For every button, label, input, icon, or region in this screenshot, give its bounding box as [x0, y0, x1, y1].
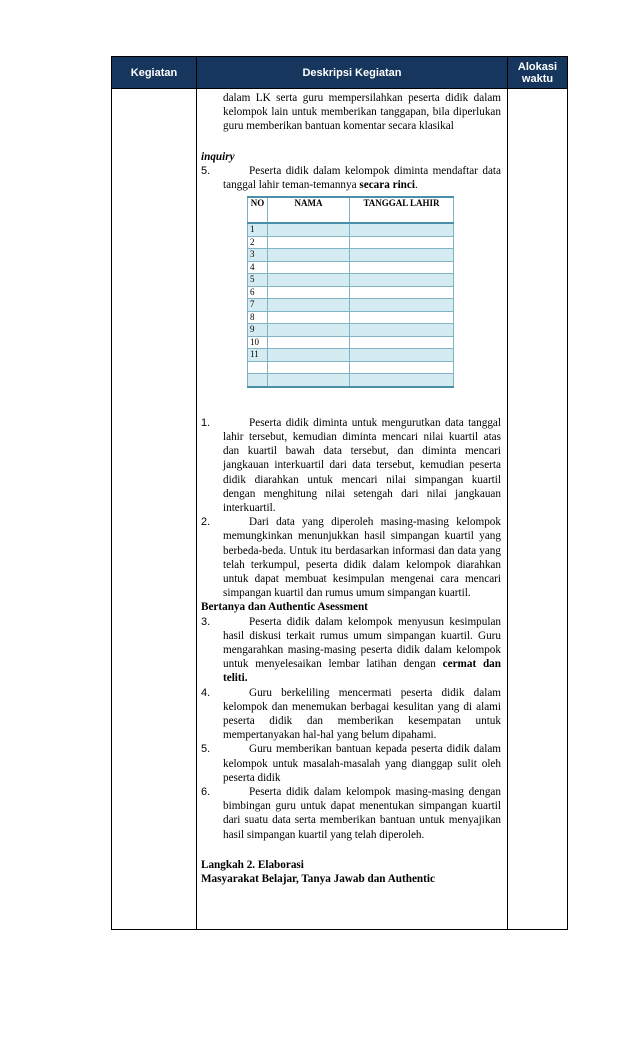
nama-cell	[268, 324, 350, 337]
list-item	[201, 615, 501, 686]
tanggal-cell	[350, 336, 454, 349]
step-5-number: 5.	[201, 164, 211, 177]
nama-cell	[268, 361, 350, 374]
col-no-header: NO	[248, 197, 268, 223]
deskripsi-cell	[197, 89, 508, 930]
item-text: Dari data yang diperoleh masing-masing kelompok memungkinkan menunjukkan hasil simpangan kuartil yang berbeda-beda. Untuk itu berdasarkan informasi dan data yang telah terkumpul, peserta didik dalam kelompok diarahkan untuk dapat membuat kesimpulan mengenai cara mencari simpangan kuartil dan rumus umum simpangan kuartil.	[223, 516, 501, 600]
tanggal-cell	[350, 261, 454, 274]
col-tanggal-header: TANGGAL LAHIR	[350, 197, 454, 223]
tanggal-cell	[350, 249, 454, 262]
list-item	[201, 416, 501, 515]
item-text: Peserta didik dalam kelompok menyusun kesimpulan hasil diskusi terkait rumus umum simpangan kuartil. Guru mengarahkan masing-masing peserta didik dalam kelompok untuk menyelesaikan lembar latihan dengan	[223, 615, 501, 671]
row-number: 1	[248, 223, 268, 236]
tanggal-cell	[350, 324, 454, 337]
langkah-heading: Langkah 2. Elaborasi	[201, 858, 304, 871]
inquiry-label: inquiry	[201, 150, 235, 163]
table-row	[248, 249, 454, 262]
nama-cell	[268, 261, 350, 274]
row-number: 9	[248, 324, 268, 337]
item-number: 3.	[201, 615, 211, 628]
header-kegiatan: Kegiatan	[112, 57, 197, 89]
item-number: 4.	[201, 686, 211, 699]
nama-cell	[268, 349, 350, 362]
table-row	[248, 286, 454, 299]
item-text: Peserta didik diminta untuk mengurutkan data tanggal lahir tersebut, kemudian diminta mencari nilai kuartil atas dan kuartil bawah data tersebut, dan diminta mencari jangkauan interkuartil dari data tersebut, kemudian peserta didik diarahkan untuk mencari nilai simpangan kuartil dengan menghitung nilai setengah dari nilai jangkauan interkuartil.	[223, 416, 501, 514]
item-bold-text: cermat dan teliti.	[223, 658, 502, 685]
tanggal-cell	[350, 299, 454, 312]
table-row	[248, 311, 454, 324]
nama-cell	[268, 223, 350, 236]
row-number: 8	[248, 311, 268, 324]
birthdate-table-wrap	[247, 196, 453, 388]
tanggal-cell	[350, 274, 454, 287]
birthdate-table	[247, 196, 454, 388]
nama-cell	[268, 311, 350, 324]
table-row	[248, 274, 454, 287]
table-body-row	[112, 89, 568, 930]
row-number	[248, 361, 268, 374]
row-number: 6	[248, 286, 268, 299]
table-row	[248, 299, 454, 312]
tanggal-cell	[350, 361, 454, 374]
birthdate-header-row	[248, 197, 454, 223]
nama-cell	[268, 286, 350, 299]
kegiatan-cell	[112, 89, 197, 930]
tanggal-cell	[350, 223, 454, 236]
item-number: 2.	[201, 516, 211, 529]
nama-cell	[268, 236, 350, 249]
header-alokasi: Alokasi waktu	[508, 57, 568, 89]
step-5-end: .	[414, 179, 418, 192]
nama-cell	[268, 249, 350, 262]
row-number: 2	[248, 236, 268, 249]
nama-cell	[268, 374, 350, 387]
step-5-text: Peserta didik dalam kelompok diminta mendaftar data tanggal lahir teman-temannya	[223, 164, 501, 192]
table-row	[248, 236, 454, 249]
row-number	[248, 374, 268, 387]
item-number: 1.	[201, 416, 211, 429]
list-item	[201, 686, 501, 743]
row-number: 7	[248, 299, 268, 312]
table-row	[248, 361, 454, 374]
col-nama-header: NAMA	[268, 197, 350, 223]
row-number: 10	[248, 336, 268, 349]
step-5-item	[201, 164, 501, 192]
row-number: 11	[248, 349, 268, 362]
row-number: 3	[248, 249, 268, 262]
masyarakat-heading: Masyarakat Belajar, Tanya Jawab dan Authentic	[201, 873, 435, 886]
step-5-bold: secara rinci	[359, 179, 415, 192]
item-text: Guru berkeliling mencermati peserta didik dalam kelompok dan menemukan berbagai kesulitan yang di alami peserta didik dan memberikan kesempatan untuk mempertanyakan hal-hal yang belum dipahami.	[223, 686, 501, 742]
table-row	[248, 336, 454, 349]
header-deskripsi: Deskripsi Kegiatan	[197, 57, 508, 89]
item-number: 5.	[201, 743, 211, 756]
table-row	[248, 324, 454, 337]
row-number: 4	[248, 261, 268, 274]
table-row	[248, 223, 454, 236]
list-item	[201, 785, 501, 842]
table-row	[248, 261, 454, 274]
list-item	[201, 515, 501, 600]
tanggal-cell	[350, 349, 454, 362]
alokasi-cell	[508, 89, 568, 930]
activity-table	[111, 56, 568, 930]
tanggal-cell	[350, 311, 454, 324]
tanggal-cell	[350, 374, 454, 387]
row-number: 5	[248, 274, 268, 287]
nama-cell	[268, 299, 350, 312]
item-text: Peserta didik dalam kelompok masing-masing dengan bimbingan guru untuk dapat menentukan simpangan kuartil dari suatu data serta memberikan bantuan untuk menyajikan hasil simpangan kuartil yang telah diperoleh.	[223, 786, 501, 841]
intro-paragraph: dalam LK serta guru mempersilahkan peserta didik dalam kelompok lain untuk memberikan tanggapan, bila diperlukan guru memberikan bantuan komentar secara klasikal	[223, 92, 501, 133]
section-bertanya-heading: Bertanya dan Authentic Asessment	[201, 601, 368, 614]
item-number: 6.	[201, 786, 211, 798]
nama-cell	[268, 274, 350, 287]
tanggal-cell	[350, 236, 454, 249]
list-item	[201, 742, 501, 785]
table-row	[248, 349, 454, 362]
nama-cell	[268, 336, 350, 349]
item-text: Guru memberikan bantuan kepada peserta didik dalam kelompok untuk masalah-masalah yang dianggap sulit oleh peserta didik	[223, 743, 501, 784]
table-row	[248, 374, 454, 387]
tanggal-cell	[350, 286, 454, 299]
table-header-row	[112, 57, 568, 89]
